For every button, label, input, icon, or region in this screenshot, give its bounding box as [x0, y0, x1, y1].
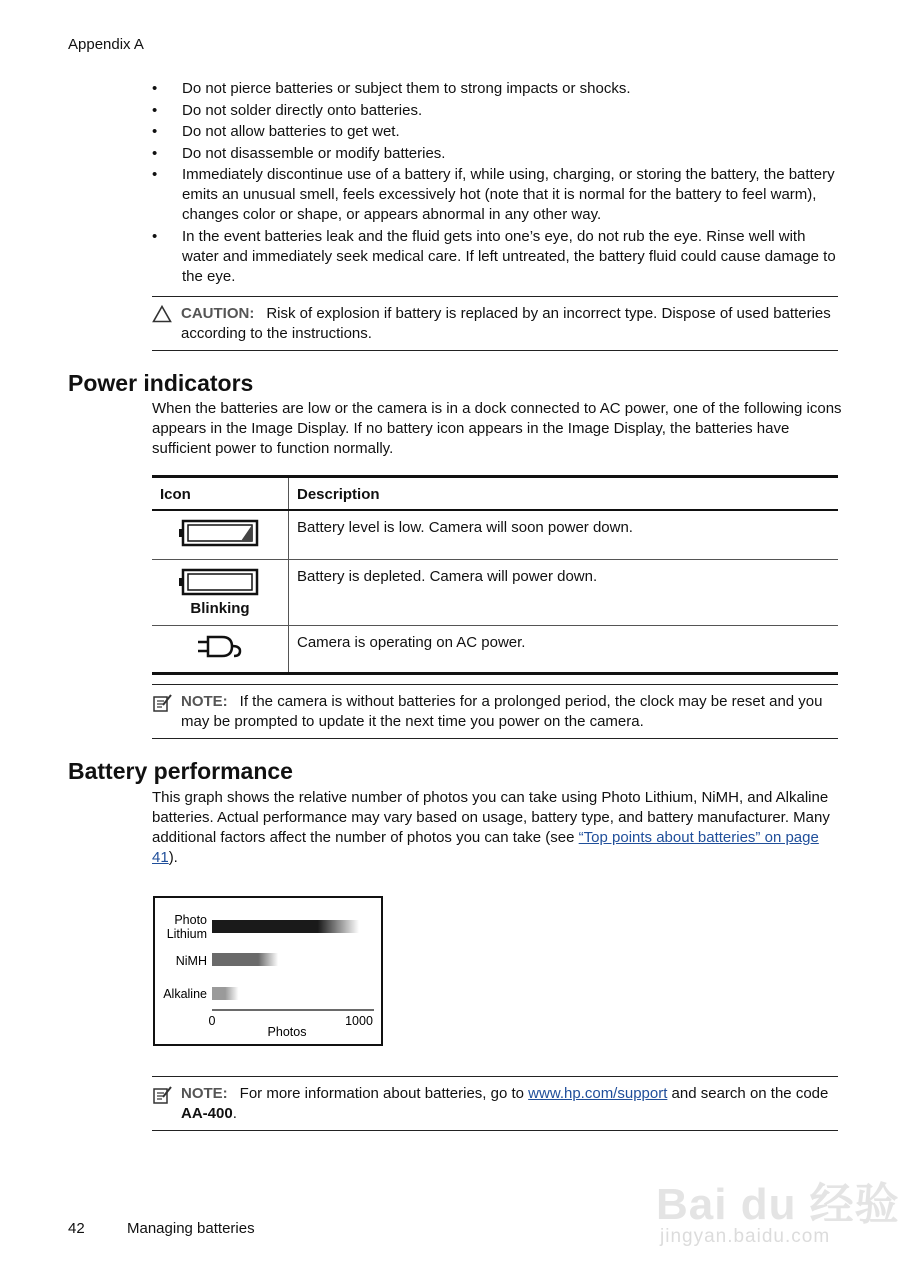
- safety-bullet-list: [152, 79, 842, 289]
- x-axis-label: Photos: [267, 1025, 307, 1039]
- watermark-logo: Bai du 经验: [656, 1180, 900, 1229]
- list-item: • Do not solder directly onto batteries.: [152, 101, 423, 119]
- ac-plug-icon: [196, 634, 244, 660]
- battery-intro: This graph shows the relative number of photos you can take using Photo Lithium, NiMH, and Alkaline batteries. Actual performance may vary based on usage, battery type, and battery manufacturer. Many additional factors affect the number of photos you can take (see “Top points about batteries” on page 41).: [152, 789, 830, 866]
- table-header-row: [152, 477, 838, 511]
- power-indicators-heading: Power indicators: [68, 370, 254, 396]
- page-number: 42: [68, 1220, 85, 1237]
- list-item: • Do not disassemble or modify batteries.: [152, 144, 446, 162]
- bar-nimh: [212, 953, 278, 966]
- power-intro: When the batteries are low or the camera is in a dock connected to AC power, one of the following icons appears in the Image Display. If no battery icon appears in the Image Display, the batteries have sufficient power to function normally.: [152, 400, 842, 457]
- caution-text: Risk of explosion if battery is replaced by an incorrect type. Dispose of used batteries according to the instructions.: [181, 305, 831, 342]
- note-pad-icon: [152, 693, 172, 713]
- list-item: • In the event batteries leak and the fluid gets into one’s eye, do not rub the eye. Rinse well with water and immediately seek medical care. If left untreated, the battery fluid could cause damage to the eye.: [152, 227, 836, 285]
- caution-label: CAUTION:: [181, 305, 255, 322]
- note-pad-icon: [152, 1085, 172, 1105]
- hp-support-link[interactable]: www.hp.com/support: [528, 1085, 668, 1102]
- support-code: AA-400: [181, 1105, 233, 1122]
- bar-alkaline: [212, 987, 239, 1000]
- col-icon-header: Icon: [152, 477, 289, 511]
- bullet: •: [152, 227, 158, 245]
- description-cell: Battery level is low. Camera will soon power down.: [289, 510, 839, 560]
- list-item: • Do not allow batteries to get wet.: [152, 123, 400, 141]
- description-cell: Camera is operating on AC power.: [289, 626, 839, 674]
- list-item: • Do not pierce batteries or subject them to strong impacts or shocks.: [152, 80, 631, 97]
- note-box: NOTE: For more information about batteries, go to www.hp.com/support and search on the code AA-400.: [152, 1076, 838, 1131]
- category-label: Lithium: [166, 927, 207, 941]
- caution-triangle-icon: [152, 305, 172, 323]
- caution-box: [152, 296, 838, 351]
- bullet: •: [152, 101, 158, 119]
- power-indicator-table: [152, 475, 838, 675]
- tick-label: 1000: [345, 1014, 373, 1028]
- description-cell: Battery is depleted. Camera will power down.: [289, 560, 839, 626]
- battery-low-icon: [179, 519, 261, 547]
- col-description-header: Description: [289, 477, 839, 511]
- note-text: If the camera is without batteries for a prolonged period, the clock may be reset and you may be prompted to update it the next time you power on the camera.: [181, 693, 823, 730]
- category-label: NiMH: [175, 954, 207, 968]
- battery-performance-heading: Battery performance: [68, 758, 293, 784]
- footer-title: Managing batteries: [127, 1220, 255, 1237]
- bullet: •: [152, 144, 158, 162]
- table-row: [152, 510, 838, 560]
- note-label: NOTE:: [181, 693, 228, 710]
- battery-empty-icon: [179, 568, 261, 596]
- table-row: [152, 560, 838, 626]
- bullet: •: [152, 123, 158, 141]
- category-label: Alkaline: [163, 987, 207, 1001]
- top-points-link[interactable]: “Top points about batteries” on page 41: [152, 829, 819, 866]
- list-item: • Immediately discontinue use of a battery if, while using, charging, or storing the battery, the battery emits an unusual smell, feels excessively hot (note that it is normal for the battery to feel warm), changes color or shape, or appears abnormal in any other way.: [152, 166, 835, 224]
- battery-chart: [155, 898, 381, 1044]
- running-header: Appendix A: [68, 36, 144, 53]
- table-row: [152, 626, 838, 674]
- category-label: Photo: [174, 913, 207, 927]
- note-box: [152, 684, 838, 739]
- blinking-caption: Blinking: [190, 600, 250, 617]
- bar-photo-lithium: [212, 920, 359, 933]
- bullet: •: [152, 80, 158, 97]
- bullet: •: [152, 166, 158, 184]
- note-label: NOTE:: [181, 1085, 228, 1102]
- tick-label: 0: [208, 1014, 216, 1028]
- watermark-url: jingyan.baidu.com: [660, 1226, 831, 1247]
- battery-chart-frame: [153, 896, 383, 1046]
